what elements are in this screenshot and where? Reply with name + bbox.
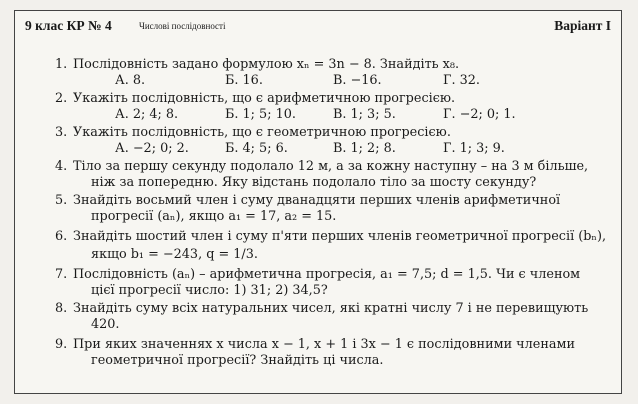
option-d: Г. 32. [443,73,480,88]
question-number: 9. [55,337,68,352]
option-b: Б. 1; 5; 10. [225,107,296,122]
option-c: В. 1; 2; 8. [333,141,396,156]
option-a: А. 2; 4; 8. [115,107,179,122]
question-text-cont: якщо b₁ = −243, q = 1/3. [91,247,258,262]
test-title: 9 клас КР № 4 [25,18,112,33]
question-text: Знайдіть суму всіх натуральних чисел, які кратні числу 7 і не перевищують [73,301,589,316]
option-d: Г. −2; 0; 1. [443,107,516,122]
question-text-cont: геометричної прогресії? Знайдіть ці числа. [91,353,384,368]
question-text: Знайдіть шостий член і суму п'яти перших членів геометричної прогресії (bₙ), [73,229,607,244]
question-number: 3. [55,125,68,140]
option-c: В. −16. [333,73,382,88]
question-text: Послідовність задано формулою xₙ = 3n − 8. Знайдіть x₈. [73,57,460,72]
question-number: 6. [55,229,68,244]
question-text: Знайдіть восьмий член і суму дванадцяти перших членів арифметичної [73,193,561,208]
question-text: Укажіть послідовність, що є геометричною прогресією. [73,125,451,140]
question-number: 7. [55,267,68,282]
question-number: 2. [55,91,68,106]
option-a: А. −2; 0; 2. [115,141,189,156]
question-text-cont: ніж за попередню. Яку відстань подолало тіло за шосту секунду? [91,175,537,190]
option-b: Б. 4; 5; 6. [225,141,288,156]
option-d: Г. 1; 3; 9. [443,141,505,156]
question-number: 5. [55,193,68,208]
header [21,14,611,36]
question-number: 1. [55,57,68,72]
question-text: При яких значеннях x числа x − 1, x + 1 і 3x − 1 є послідовними членами [73,337,575,352]
question-text-cont: 420. [91,317,120,332]
question-text: Укажіть послідовність, що є арифметичною прогресією. [73,91,456,106]
question-number: 8. [55,301,68,316]
option-a: А. 8. [115,73,146,88]
question-number: 4. [55,159,68,174]
option-b: Б. 16. [225,73,263,88]
variant-label: Варіант I [554,18,611,33]
question-text-cont: цієї прогресії число: 1) 31; 2) 34,5? [91,283,328,298]
question-text-cont: прогресії (aₙ), якщо a₁ = 17, a₂ = 15. [91,209,337,224]
question-text: Послідовність (aₙ) – арифметична прогресія, a₁ = 7,5; d = 1,5. Чи є членом [73,267,581,282]
test-subtitle: Числові послідовності [139,21,226,31]
question-text: Тіло за першу секунду подолало 12 м, а за кожну наступну – на 3 м більше, [73,159,589,174]
test-sheet [14,10,622,394]
option-c: В. 1; 3; 5. [333,107,396,122]
